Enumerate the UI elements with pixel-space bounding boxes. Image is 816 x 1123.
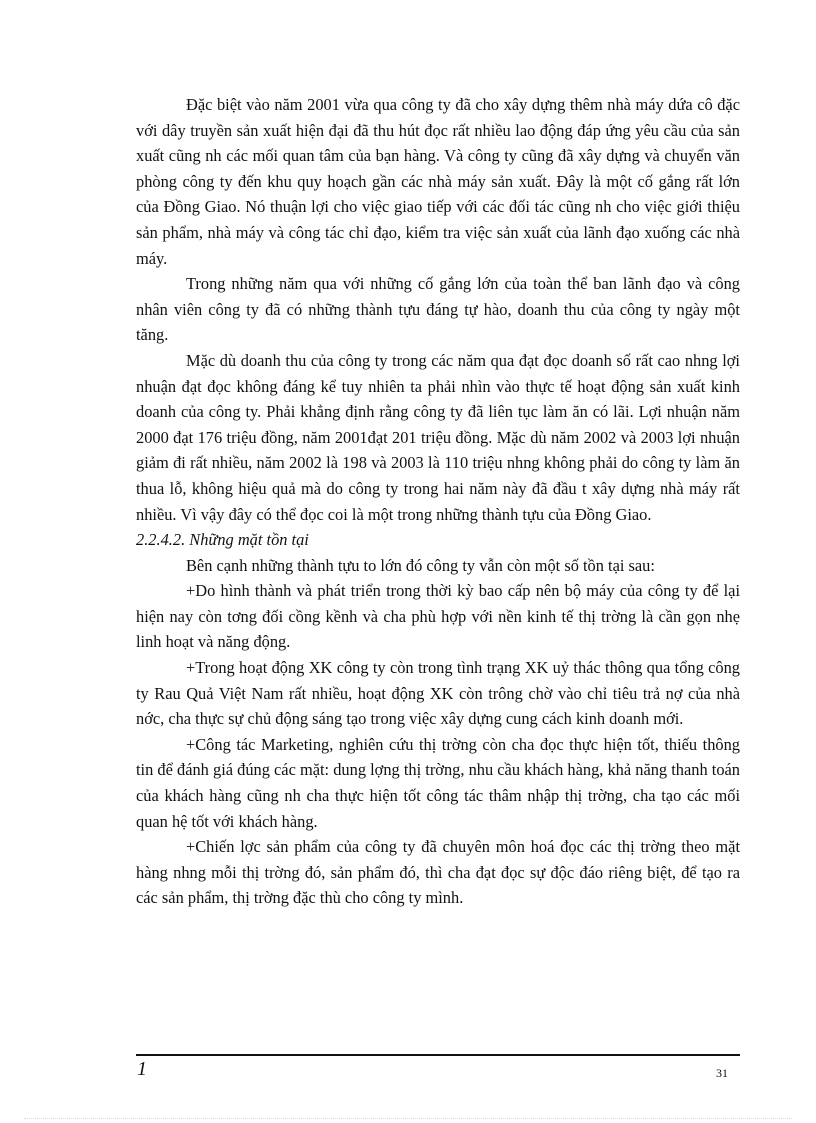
paragraph: Trong những năm qua với những cố gắng lớn của toàn thể ban lãnh đạo và công nhân viên công ty đã có những thành tựu đáng tự hào, doanh thu của công ty ngày một tăng. <box>136 274 740 345</box>
paragraph: +Trong hoạt động XK công ty còn trong tình trạng XK uỷ thác thông qua tổng công ty Rau Quả Việt Nam rất nhiều, hoạt động XK còn trông chờ vào chỉ tiêu trả nợ của nhà nớc, cha thực sự chủ động sáng tạo trong việc xây dựng cung cách kinh doanh mới. <box>136 658 740 729</box>
footer-rule <box>136 1054 740 1056</box>
document-body <box>136 92 740 911</box>
paragraph: Bên cạnh những thành tựu to lớn đó công ty vẫn còn một số tồn tại sau: <box>186 555 655 575</box>
paragraph: +Do hình thành và phát triển trong thời kỳ bao cấp nên bộ máy của công ty để lại hiện nay còn tơng đối cồng kềnh và cha phù hợp với nền kinh tế thị trờng là cần gọn nhẹ linh hoạt và năng động. <box>136 581 740 652</box>
page-number: 31 <box>716 1066 728 1080</box>
paragraph: +Công tác Marketing, nghiên cứu thị trờng còn cha đọc thực hiện tốt, thiếu thông tin để đánh giá đúng các mặt: dung lợng thị trờng, nhu cầu khách hàng, khả năng thanh toán của khách hàng cũng nh cha thực hiện tốt công tác thâm nhập thị trờng, cha tạo các mối quan hệ tốt với khách hàng. <box>136 734 740 831</box>
page-bottom-divider <box>24 1118 792 1119</box>
paragraph: +Chiến lợc sản phẩm của công ty đã chuyên môn hoá đọc các thị trờng theo mặt hàng nhng mỗi thị trờng đó, sản phẩm đó, thì cha đạt đọc sự độc đáo riêng biệt, để tạo ra các sản phẩm, thị trờng đặc thù cho công ty mình. <box>136 837 740 908</box>
section-heading: 2.2.4.2. Những mặt tồn tại <box>136 530 309 550</box>
footer-left-mark: 1 <box>137 1058 147 1080</box>
paragraph: Mặc dù doanh thu của công ty trong các năm qua đạt đọc doanh số rất cao nhng lợi nhuận đạt đọc không đáng kể tuy nhiên ta phải nhìn vào thực tế hoạt động sản xuất kinh doanh của công ty. Phải khẳng định rằng công ty đã liên tục làm ăn có lãi. Lợi nhuận năm 2000 đạt 176 triệu đồng, năm 2001đạt 201 triệu đồng. Mặc dù năm 2002 và 2003 lợi nhuận giảm đi rất nhiều, năm 2002 là 198 và 2003 là 110 triệu nhng không phải do công ty làm ăn thua lỗ, không hiệu quả mà do công ty trong hai năm này đã đầu t xây dựng nhà máy rất nhiều. Vì vậy đây có thể đọc coi là một trong những thành tựu của Đồng Giao. <box>136 350 740 524</box>
paragraph: Đặc biệt vào năm 2001 vừa qua công ty đã cho xây dựng thêm nhà máy dứa cô đặc với dây truyền sản xuất hiện đại đã thu hút đọc rất nhiều lao động đáp ứng yêu cầu của sản xuất cũng nh các mối quan tâm của bạn hàng. Và công ty cũng đã xây dựng và chuyển văn phòng công ty đến khu quy hoạch gần các nhà máy sản xuất. Đây là một cố gắng rất lớn của Đồng Giao. Nó thuận lợi cho việc giao tiếp với các đối tác cũng nh cho việc giới thiệu sản phẩm, nhà máy và công tác chỉ đạo, kiểm tra việc sản xuất của lãnh đạo xuống các nhà máy. <box>136 95 740 268</box>
